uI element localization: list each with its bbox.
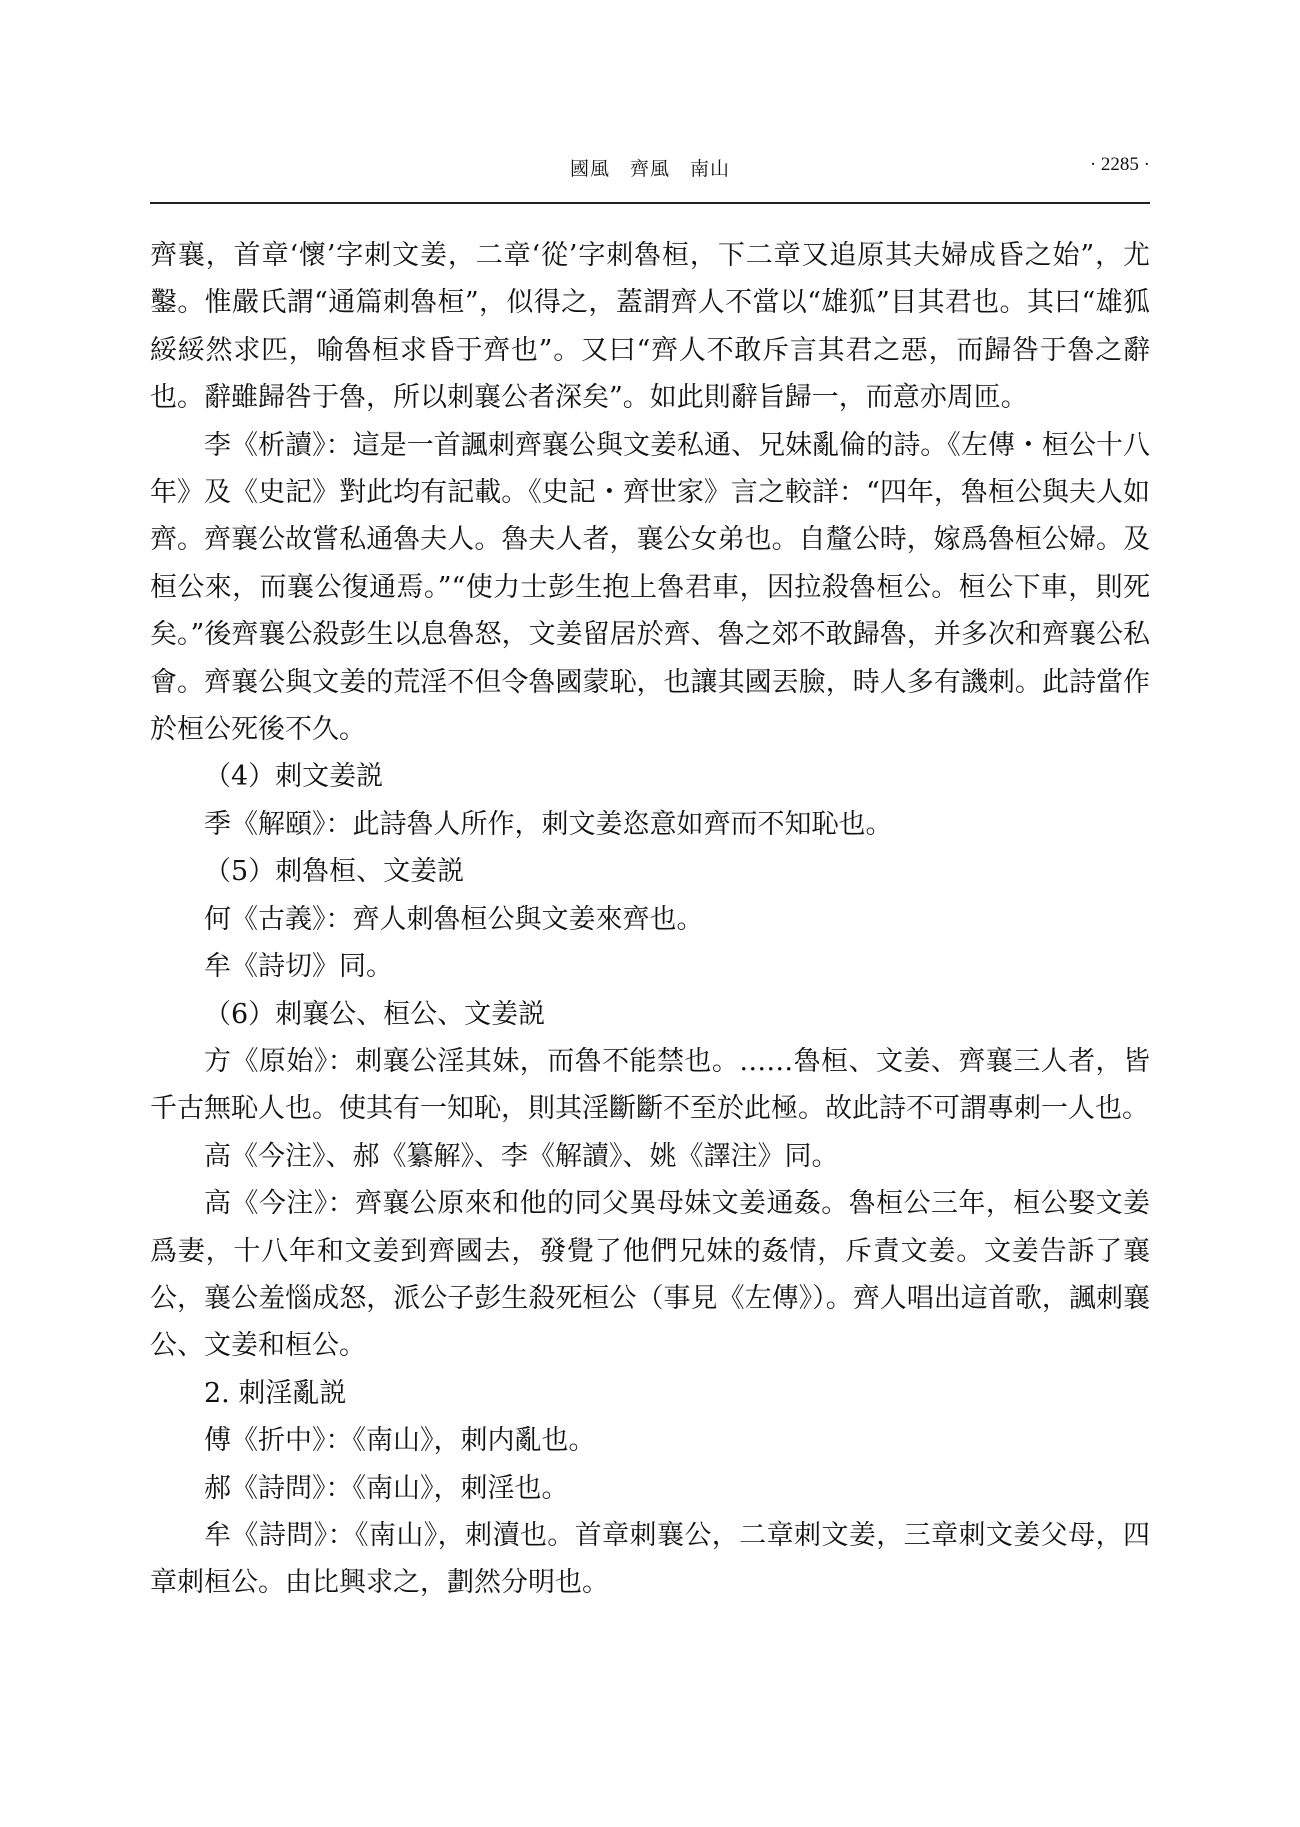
section-heading-5: （5）刺魯桓、文姜説 [204, 856, 465, 888]
body-text [150, 232, 1150, 1607]
paragraph-fu-zhezhong: 傅《折中》：《南山》，刺内亂也。 [204, 1425, 596, 1457]
paragraph-ji-jieyi: 季《解頤》：此詩魯人所作，刺文姜恣意如齊而不知恥也。 [204, 808, 893, 840]
paragraph-same-view-list: 高《今注》、郝《纂解》、李《解讀》、姚《譯注》同。 [204, 1140, 839, 1172]
paragraph-hao-shiwen: 郝《詩問》：《南山》，刺淫也。 [204, 1472, 569, 1504]
paragraph-continued: 齊襄，首章‘懷’字刺文姜，二章‘從’字刺魯桓，下二章又追原其夫婦成昏之始”，尤鑿。惟嚴氏謂“通篇刺魯桓”，似得之，蓋謂齊人不當以“雄狐”目其君也。其曰“雄狐綏綏然求匹，喻魯桓求昏于齊也”。又曰“齊人不敢斥言其君之惡，而歸咎于魯之辭也。辭雖歸咎于魯，所以刺襄公者深矣”。如此則辭旨歸一，而意亦周匝。 [150, 240, 1150, 414]
paragraph-he-guyi: 何《古義》：齊人刺魯桓公與文姜來齊也。 [204, 903, 704, 935]
running-header-title: 國風 齊風 南山 [569, 158, 730, 180]
section-heading-2: 2. 刺淫亂説 [204, 1377, 347, 1409]
paragraph-li-xidu: 李《析讀》：這是一首諷刺齊襄公與文姜私通、兄妹亂倫的詩。《左傳・桓公十八年》及《史記》對此均有記載。《史記・齊世家》言之較詳：“四年，魯桓公與夫人如齊。齊襄公故嘗私通魯夫人。魯夫人者，襄公女弟也。自釐公時，嫁爲魯桓公婦。及桓公來，而襄公復通焉。”“使力士彭生抱上魯君車，因拉殺魯桓公。桓公下車，則死矣。”後齊襄公殺彭生以息魯怒，文姜留居於齊、魯之郊不敢歸魯，并多次和齊襄公私會。齊襄公與文姜的荒淫不但令魯國蒙恥，也讓其國丟臉，時人多有譏刺。此詩當作於桓公死後不久。 [150, 429, 1150, 746]
paragraph-mou-shiwen: 牟《詩問》：《南山》，刺瀆也。首章刺襄公，二章刺文姜，三章刺文姜父母，四章刺桓公。由比興求之，劃然分明也。 [150, 1519, 1150, 1599]
running-header [150, 150, 1150, 186]
paragraph-mou-shiqie: 牟《詩切》同。 [204, 951, 393, 983]
header-rule [150, 202, 1150, 204]
section-heading-4: （4）刺文姜説 [204, 761, 384, 793]
paragraph-gao-jinzhu: 高《今注》：齊襄公原來和他的同父異母妹文姜通姦。魯桓公三年，桓公娶文姜爲妻，十八年和文姜到齊國去，發覺了他們兄妹的姦情，斥責文姜。文姜告訴了襄公，襄公羞惱成怒，派公子彭生殺死桓公（事見《左傳》）。齊人唱出這首歌，諷刺襄公、文姜和桓公。 [150, 1188, 1150, 1362]
paragraph-fang-yuanshi: 方《原始》：刺襄公淫其妹，而魯不能禁也。……魯桓、文姜、齊襄三人者，皆千古無恥人也。使其有一知恥，則其淫斷斷不至於此極。故此詩不可謂專刺一人也。 [150, 1045, 1150, 1125]
section-heading-6: （6）刺襄公、桓公、文姜説 [204, 998, 546, 1030]
page-number: · 2285 · [1089, 154, 1150, 175]
